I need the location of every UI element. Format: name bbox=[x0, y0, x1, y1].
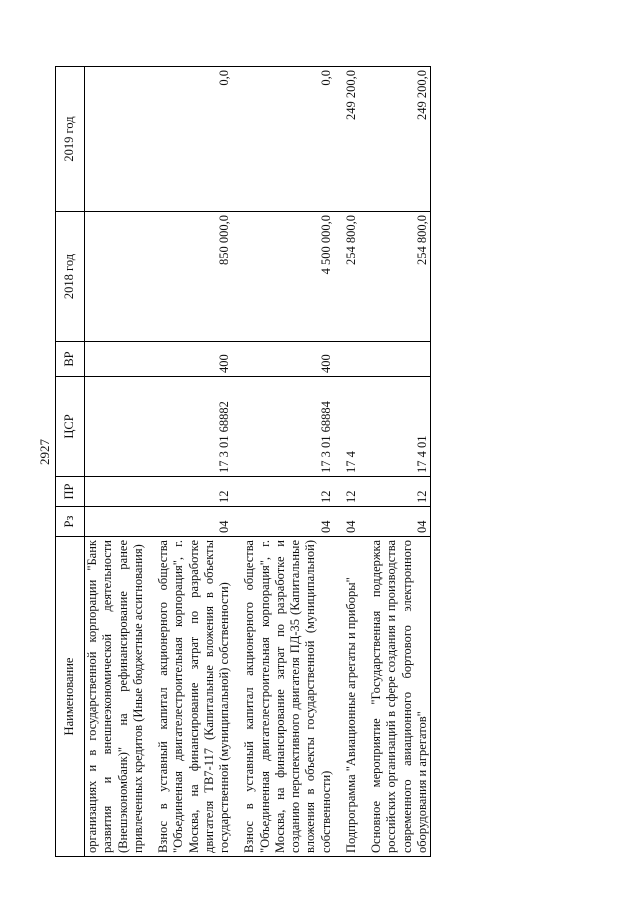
table-row bbox=[146, 67, 232, 857]
row-name: организациях и в государственной корпорации "Банк развития и внешнеэкономической деятельности (Внешэкономбанк)" на рефинансирование ранее привлеченных кредитов (Иные бюджетные ассигнования) bbox=[85, 537, 147, 857]
row-name: Взнос в уставный капитал акционерного общества "Объединенная двигателестроительная корпорация", г. Москва, на финансирование затрат по разработке и созданию перспективного двигателя ПД-35 (Капитальные вложения в объекты государственной (муниципальной) собственности) bbox=[232, 537, 334, 857]
row-pr bbox=[85, 477, 147, 507]
row-rz: 04 bbox=[334, 507, 359, 537]
row-vr bbox=[359, 342, 431, 377]
row-pr: 12 bbox=[146, 477, 232, 507]
row-2019 bbox=[85, 67, 147, 212]
row-csr: 17 4 01 bbox=[359, 377, 431, 477]
row-rz: 04 bbox=[232, 507, 334, 537]
table-row bbox=[334, 67, 359, 857]
header-vr: ВР bbox=[56, 342, 85, 377]
row-pr: 12 bbox=[334, 477, 359, 507]
row-vr bbox=[85, 342, 147, 377]
table-row bbox=[232, 67, 334, 857]
row-pr: 12 bbox=[359, 477, 431, 507]
row-rz: 04 bbox=[146, 507, 232, 537]
row-2018: 254 800,0 bbox=[334, 212, 359, 342]
table-row bbox=[359, 67, 431, 857]
row-rz bbox=[85, 507, 147, 537]
header-rz: Рз bbox=[56, 507, 85, 537]
row-csr: 17 3 01 68882 bbox=[146, 377, 232, 477]
row-csr: 17 4 bbox=[334, 377, 359, 477]
row-name: Взнос в уставный капитал акционерного общества "Объединенная двигателестроительная корпорация", г. Москва, на финансирование затрат по разработке двигателя ТВ7-117 (Капитальные вложения в объекты государственной (муниципальной) собственности) bbox=[146, 537, 232, 857]
row-pr: 12 bbox=[232, 477, 334, 507]
table-row bbox=[85, 67, 147, 857]
header-csr: ЦСР bbox=[56, 377, 85, 477]
table-header-row bbox=[56, 67, 85, 857]
row-vr: 400 bbox=[146, 342, 232, 377]
header-2019: 2019 год bbox=[56, 67, 85, 212]
row-rz: 04 bbox=[359, 507, 431, 537]
row-2019: 249 200,0 bbox=[334, 67, 359, 212]
header-2018: 2018 год bbox=[56, 212, 85, 342]
row-vr bbox=[334, 342, 359, 377]
header-pr: ПР bbox=[56, 477, 85, 507]
row-csr: 17 3 01 68884 bbox=[232, 377, 334, 477]
row-2018: 850 000,0 bbox=[146, 212, 232, 342]
row-2019: 0,0 bbox=[146, 67, 232, 212]
row-2019: 249 200,0 bbox=[359, 67, 431, 212]
page-number: 2927 bbox=[37, 439, 52, 465]
row-csr bbox=[85, 377, 147, 477]
row-2018: 4 500 000,0 bbox=[232, 212, 334, 342]
header-name: Наименование bbox=[56, 537, 85, 857]
row-2019: 0,0 bbox=[232, 67, 334, 212]
budget-table bbox=[55, 66, 431, 857]
row-vr: 400 bbox=[232, 342, 334, 377]
row-2018: 254 800,0 bbox=[359, 212, 431, 342]
rotated-table-wrapper bbox=[55, 67, 598, 857]
row-name: Основное мероприятие "Государственная поддержка российских организаций в сфере создания и производства современного авиационного бортового электронного оборудования и агрегатов" bbox=[359, 537, 431, 857]
row-name: Подпрограмма "Авиационные агрегаты и приборы" bbox=[334, 537, 359, 857]
row-2018 bbox=[85, 212, 147, 342]
